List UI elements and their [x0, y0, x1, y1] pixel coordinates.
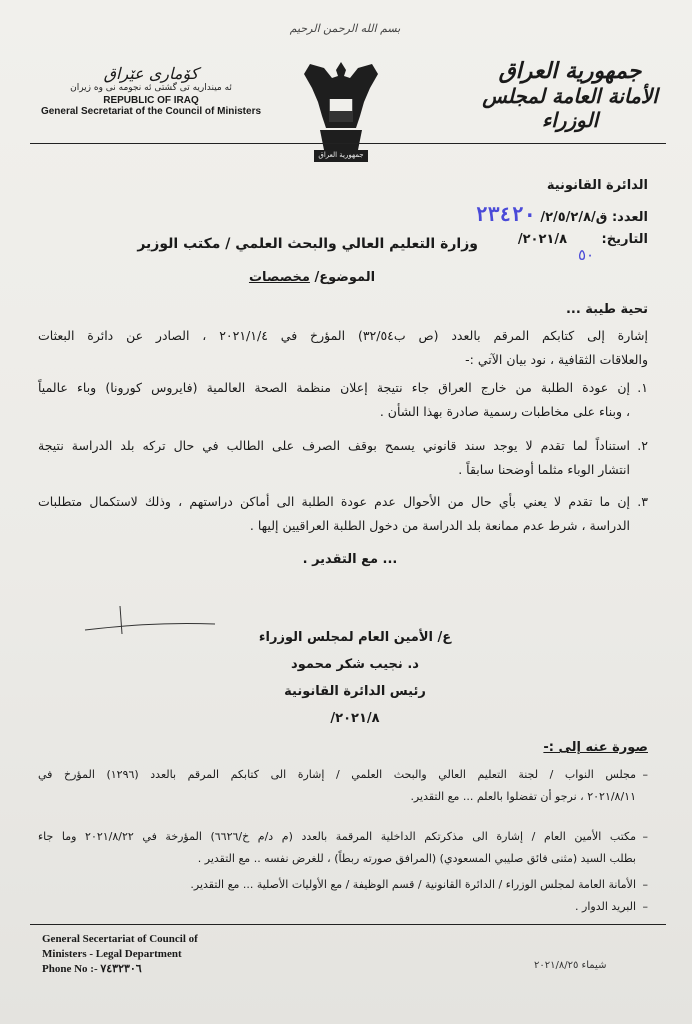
cc-title: صورة عنه إلى :-: [543, 740, 648, 755]
signature-block: [160, 624, 550, 732]
footer-line-2: Ministers - Legal Department: [42, 948, 182, 960]
subject-label: الموضوع/: [314, 270, 376, 285]
cc-line: مجلس النواب / لجنة التعليم العالي والبحث العلمي / إشارة الى كتابكم المرقم بالعدد (١٢٩٦) المؤرخ في: [38, 768, 636, 781]
signatory-position: رئيس الدائرة القانونية: [284, 684, 426, 699]
point-number: ٢.: [637, 438, 648, 453]
header-right: [470, 58, 670, 132]
cc-line: الأمانة العامة لمجلس الوزراء / الدائرة القانونية / قسم الوظيفة / مع الأوليات الأصلية ... مع التقدير.: [190, 878, 636, 891]
department-label: الدائرة القانونية: [546, 178, 648, 193]
handwritten-date-mark: ٥٠: [578, 246, 595, 264]
dash-icon: –: [642, 900, 648, 913]
handwritten-number: ٢٣٤٢٠: [475, 202, 536, 226]
arabic-country: جمهورية العراق: [498, 58, 642, 84]
eagle-emblem-icon: [300, 58, 382, 168]
header-left: [36, 64, 266, 117]
cc-line: بطلب السيد (مثنى فائق صليبي المسعودي) (المرافق صورته ربطاً) ، للغرض نفسه .. مع التقدير .: [197, 852, 636, 865]
cc-item-1: [38, 764, 648, 808]
greeting: تحية طيبة ...: [565, 302, 648, 317]
point-number: ٣.: [637, 494, 648, 509]
kurdish-subtitle: ئه مینداریه تی گشتی ئه نجومه نی وه زیران: [70, 83, 232, 93]
cc-line: ٢٠٢١/٨/١١ ، نرجو أن تفضلوا بالعلم ... مع التقدير.: [410, 790, 636, 803]
point-line-2: انتشار الوباء مثلما أوضحنا سابقاً .: [458, 462, 630, 477]
kurdish-title: كۆماری عێراق: [103, 64, 199, 83]
intro-line-2: والعلاقات الثقافية ، نود بيان الآتي :-: [465, 352, 648, 367]
intro-paragraph: [38, 324, 648, 372]
dash-icon: –: [642, 878, 648, 891]
cc-item-2: [38, 826, 648, 870]
date-label: التاريخ:: [601, 232, 648, 247]
cc-item-3: [38, 874, 648, 896]
footer-contact: [42, 932, 198, 977]
point-line-1: إن عودة الطلبة من خارج العراق جاء نتيجة إعلان منظمة الصحة العالمية (فايروس كورونا) وباء عالمياً: [38, 380, 630, 395]
footer-phone: Phone No :- ٧٤٣٢٣٠٦: [42, 963, 142, 975]
signature-title: ع/ الأمين العام لمجلس الوزراء: [258, 630, 452, 645]
date-value: ٢٠٢١/٨/: [517, 232, 567, 247]
reference-number-label: العدد: ق/٢/٥/٢/٨/: [540, 210, 648, 225]
point-3: [38, 490, 648, 538]
point-line-2: الدراسة ، شرط عدم ممانعة بلد الدراسة من دخول الطلبة العراقيين إليها .: [249, 518, 630, 533]
dash-icon: –: [642, 768, 648, 781]
emblem-caption: جمهورية العراق: [318, 151, 364, 159]
intro-line-1: إشارة إلى كتابكم المرقم بالعدد (ص ب٣٢/٥٤) المؤرخ في ٢٠٢١/١/٤ ، الصادر عن دائرة البعثات: [38, 328, 649, 343]
point-1: [38, 376, 648, 424]
signature-date: ٢٠٢١/٨/: [330, 711, 380, 726]
point-line-2: ، وبناء على مخاطبات رسمية صادرة بهذا الشأن .: [379, 404, 630, 419]
english-country: REPUBLIC OF IRAQ: [103, 95, 199, 106]
typist-date: شيماء ٢٠٢١/٨/٢٥: [534, 960, 607, 971]
point-line-1: استناداً لما تقدم لا يوجد سند قانوني يسمح بوقف الصرف على الطالب في حال تركه بلد الدراسة نتيجة: [38, 438, 630, 453]
point-line-1: إن ما تقدم لا يعني بأي حال من الأحوال عدم عودة الطلبة الى أماكن دراستهم ، وذلك لاستكمال متطلبات: [38, 494, 630, 509]
subject-value: مخصصات: [248, 270, 310, 285]
reference-number: [308, 202, 648, 226]
english-office: General Secretariat of the Council of Ministers: [40, 106, 262, 117]
cc-line: البريد الدوار .: [575, 900, 636, 913]
closing: ... مع التقدير .: [302, 552, 398, 567]
recipient: وزارة التعليم العالي والبحث العلمي / مكتب الوزير: [137, 236, 478, 252]
point-number: ١.: [637, 380, 648, 395]
subject: [162, 270, 462, 285]
letter-date: [448, 232, 648, 247]
footer-line-1: General Secertariat of Council of: [42, 933, 198, 945]
signatory-name: د. نجيب شكر محمود: [291, 657, 419, 672]
cc-item-4: [38, 896, 648, 918]
basmala: بسم الله الرحمن الرحيم: [289, 22, 401, 35]
point-2: [38, 434, 648, 482]
arabic-office: الأمانة العامة لمجلس الوزراء: [482, 84, 658, 132]
dash-icon: –: [642, 830, 648, 843]
header-divider: [30, 143, 666, 144]
footer-divider: [30, 924, 666, 925]
cc-line: مكتب الأمين العام / إشارة الى مذكرتكم الداخلية المرقمة بالعدد (م د/م خ/٦٦٢٦) المؤرخة في ٢٠٢١/٨/٢٢ وما جاء: [38, 830, 636, 843]
